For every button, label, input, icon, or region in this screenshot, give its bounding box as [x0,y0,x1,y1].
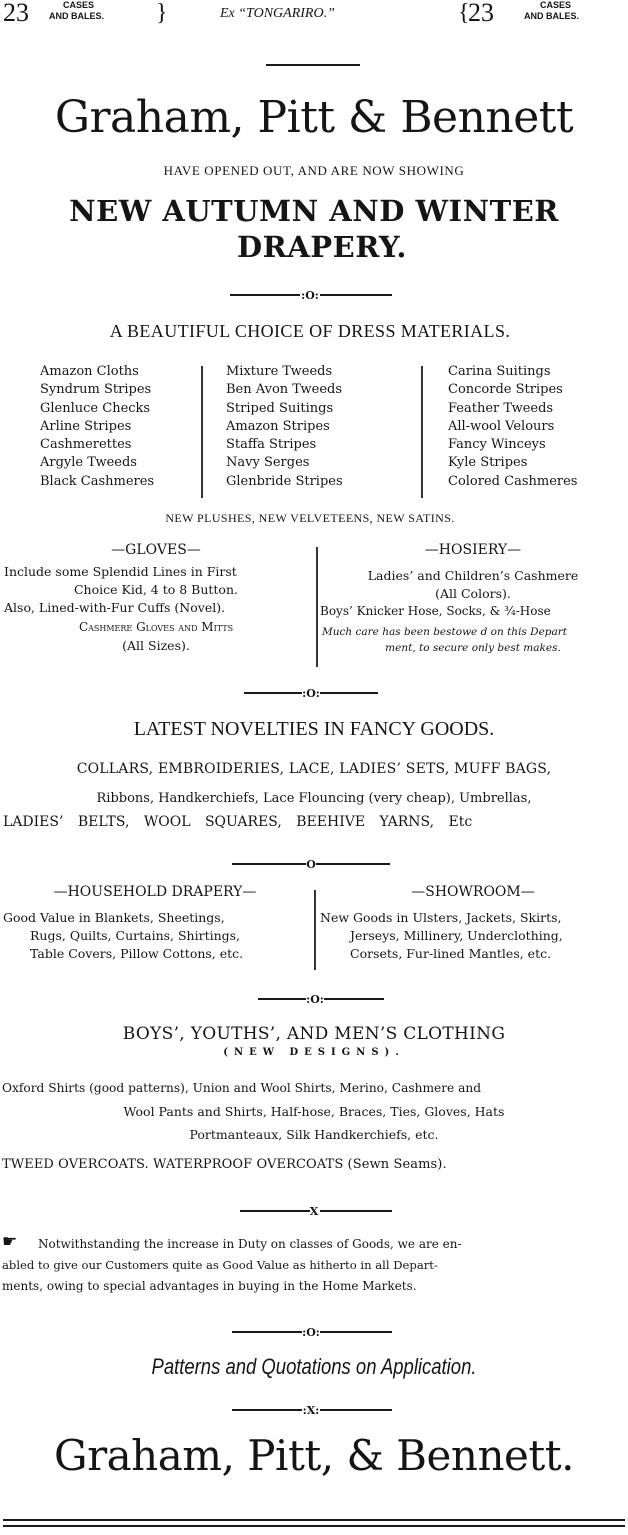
household-heading: —HOUSEHOLD DRAPERY— [53,884,257,900]
fancy-line-1: COLLARS, EMBROIDERIES, LACE, LADIES’ SETS, MUFF BAGS, [76,761,552,777]
gloves-line-4: Cashmere Gloves and Mitts [78,620,234,634]
dress-item: Striped Suitings [226,400,334,416]
plushes-line: NEW PLUSHES, NEW VELVETEENS, NEW SATINS. [165,511,455,525]
notice-line-2: abled to give our Customers quite as Good Value as hitherto in all Depart- [2,1258,438,1272]
gloves-hosiery-divider [316,547,318,667]
left-brace: } [156,0,168,26]
showroom-block [318,884,628,974]
pointing-hand-icon: ☛ [2,1232,18,1252]
dress-item: Glenluce Checks [40,400,151,416]
dress-item: Kyle Stripes [448,455,528,471]
separator-2-mark: :O: [302,687,320,700]
dress-item: Mixture Tweeds [226,364,333,379]
dress-item: Feather Tweeds [448,400,554,416]
cases-number-right: 23 [468,0,494,27]
bottom-rule-1 [3,1519,625,1521]
patterns-line: Patterns and Quotations on Application. [151,1354,477,1379]
household-showroom-divider [314,890,316,970]
header-rule [266,64,360,66]
hosiery-line-3: Boys’ Knicker Hose, Socks, & ¾-Hose [320,604,551,618]
clothing-subheading: (NEW DESIGNS). [223,1047,405,1058]
showroom-line-3: Corsets, Fur-lined Mantles, etc. [350,946,552,961]
cases-label-top-left: CASES [63,0,95,10]
hosiery-heading: —HOSIERY— [424,542,522,558]
clothing-line-3: Portmanteaux, Silk Handkerchiefs, etc. [189,1127,439,1142]
fancy-goods-heading: LATEST NOVELTIES IN FANCY GOODS. [133,718,495,740]
separator-5-left [240,1210,310,1212]
clothing-line-4: TWEED OVERCOATS. WATERPROOF OVERCOATS (Sewn Seams). [2,1157,447,1172]
dress-item: Ben Avon Tweeds [226,382,343,398]
dress-item: Concorde Stripes [448,382,563,398]
headline-line-1: NEW AUTUMN AND WINTER [69,194,559,228]
fancy-line-3: LADIES’ BELTS, WOOL SQUARES, BEEHIVE YARNS, Etc [3,814,473,830]
hosiery-line-2: (All Colors). [435,586,511,601]
separator-7-right [320,1409,392,1411]
dress-item: Black Cashmeres [40,473,155,489]
separator-3-right [316,863,390,865]
separator-1-right [320,294,392,296]
separator-3-mark: O [306,858,316,871]
separator-2-right [320,692,378,694]
gloves-block [0,542,312,672]
gloves-line-1: Include some Splendid Lines in First [4,564,237,579]
firm-name-top: Graham, Pitt & Bennett [54,92,574,143]
cases-label-bottom-left: AND BALES. [49,11,105,21]
separator-4-right [324,998,384,1000]
gloves-line-5: (All Sizes). [122,638,190,653]
dress-item: Staffa Stripes [226,437,317,453]
dress-item: Fancy Winceys [448,437,546,453]
firm-name-bottom: Graham, Pitt, & Bennett. [54,1431,574,1480]
dress-divider-1 [201,366,203,498]
clothing-line-2: Wool Pants and Shirts, Half-hose, Braces, Ties, Gloves, Hats [123,1104,505,1119]
showroom-heading: —SHOWROOM— [411,884,535,900]
cases-number-left: 23 [3,0,29,27]
right-brace: { [458,0,470,26]
household-block [0,884,310,974]
separator-4-mark: :O: [306,993,324,1006]
dress-item: Syndrum Stripes [40,382,152,398]
separator-6-left [232,1331,302,1333]
dress-item: Glenbride Stripes [226,473,343,489]
gloves-line-2: Choice Kid, 4 to 8 Button. [73,582,238,597]
cases-label-bottom-right: AND BALES. [524,11,580,21]
dress-item: Carina Suitings [448,364,551,379]
dress-materials-heading: A BEAUTIFUL CHOICE OF DRESS MATERIALS. [109,321,511,341]
hosiery-line-4: Much care has been bestowe d on this Depart [322,626,568,638]
household-line-2: Rugs, Quilts, Curtains, Shirtings, [30,928,241,943]
separator-6-mark: :O: [302,1326,320,1339]
notice-line-1: Notwithstanding the increase in Duty on classes of Goods, we are en- [38,1237,462,1251]
dress-item: Amazon Stripes [226,418,330,434]
notice-line-3: ments, owing to special advantages in buying in the Home Markets. [2,1279,417,1293]
hosiery-line-5: ment, to secure only best makes. [385,642,561,654]
separator-7-left [232,1409,302,1411]
hosiery-line-1: Ladies’ and Children’s Cashmere [367,568,579,583]
separator-5-right [320,1210,392,1212]
household-line-3: Table Covers, Pillow Cottons, etc. [30,946,244,961]
announcement: HAVE OPENED OUT, AND ARE NOW SHOWING [163,163,465,178]
separator-6-right [320,1331,392,1333]
fancy-line-2: Ribbons, Handkerchiefs, Lace Flouncing (very cheap), Umbrellas, [96,791,532,806]
ship-name: Ex “TONGARIRO.” [220,6,335,21]
dress-item: Navy Serges [226,455,310,471]
showroom-line-2: Jerseys, Millinery, Underclothing, [350,928,563,943]
dress-column-2 [226,363,343,491]
dress-column-3 [448,363,577,491]
dress-item: Cashmerettes [40,437,132,453]
dress-column-1 [40,363,154,491]
cases-label-top-right: CASES [540,0,572,10]
separator-3-left [232,863,306,865]
gloves-line-3: Also, Lined-with-Fur Cuffs (Novel). [4,600,226,615]
dress-divider-2 [421,366,423,498]
separator-2-left [244,692,302,694]
showroom-line-1: New Goods in Ulsters, Jackets, Skirts, [320,910,562,925]
bottom-rule-2 [3,1525,625,1527]
separator-4-left [258,998,306,1000]
clothing-heading: BOYS’, YOUTHS’, AND MEN’S CLOTHING [122,1024,506,1044]
separator-7-mark: :X: [302,1404,320,1417]
dress-item: All-wool Velours [448,418,555,434]
dress-item: Amazon Cloths [40,364,139,379]
separator-1-left [230,294,300,296]
headline-line-2: DRAPERY. [237,230,407,264]
dress-item: Colored Cashmeres [448,473,578,489]
separator-5-mark: X [309,1205,319,1218]
dress-item: Argyle Tweeds [40,455,137,471]
clothing-line-1: Oxford Shirts (good patterns), Union and Wool Shirts, Merino, Cashmere and [2,1081,482,1095]
gloves-heading: —GLOVES— [111,542,201,558]
dress-item: Arline Stripes [40,418,132,434]
household-line-1: Good Value in Blankets, Sheetings, [3,910,225,925]
hosiery-block [320,542,628,672]
separator-1-mark: :O: [301,289,319,302]
